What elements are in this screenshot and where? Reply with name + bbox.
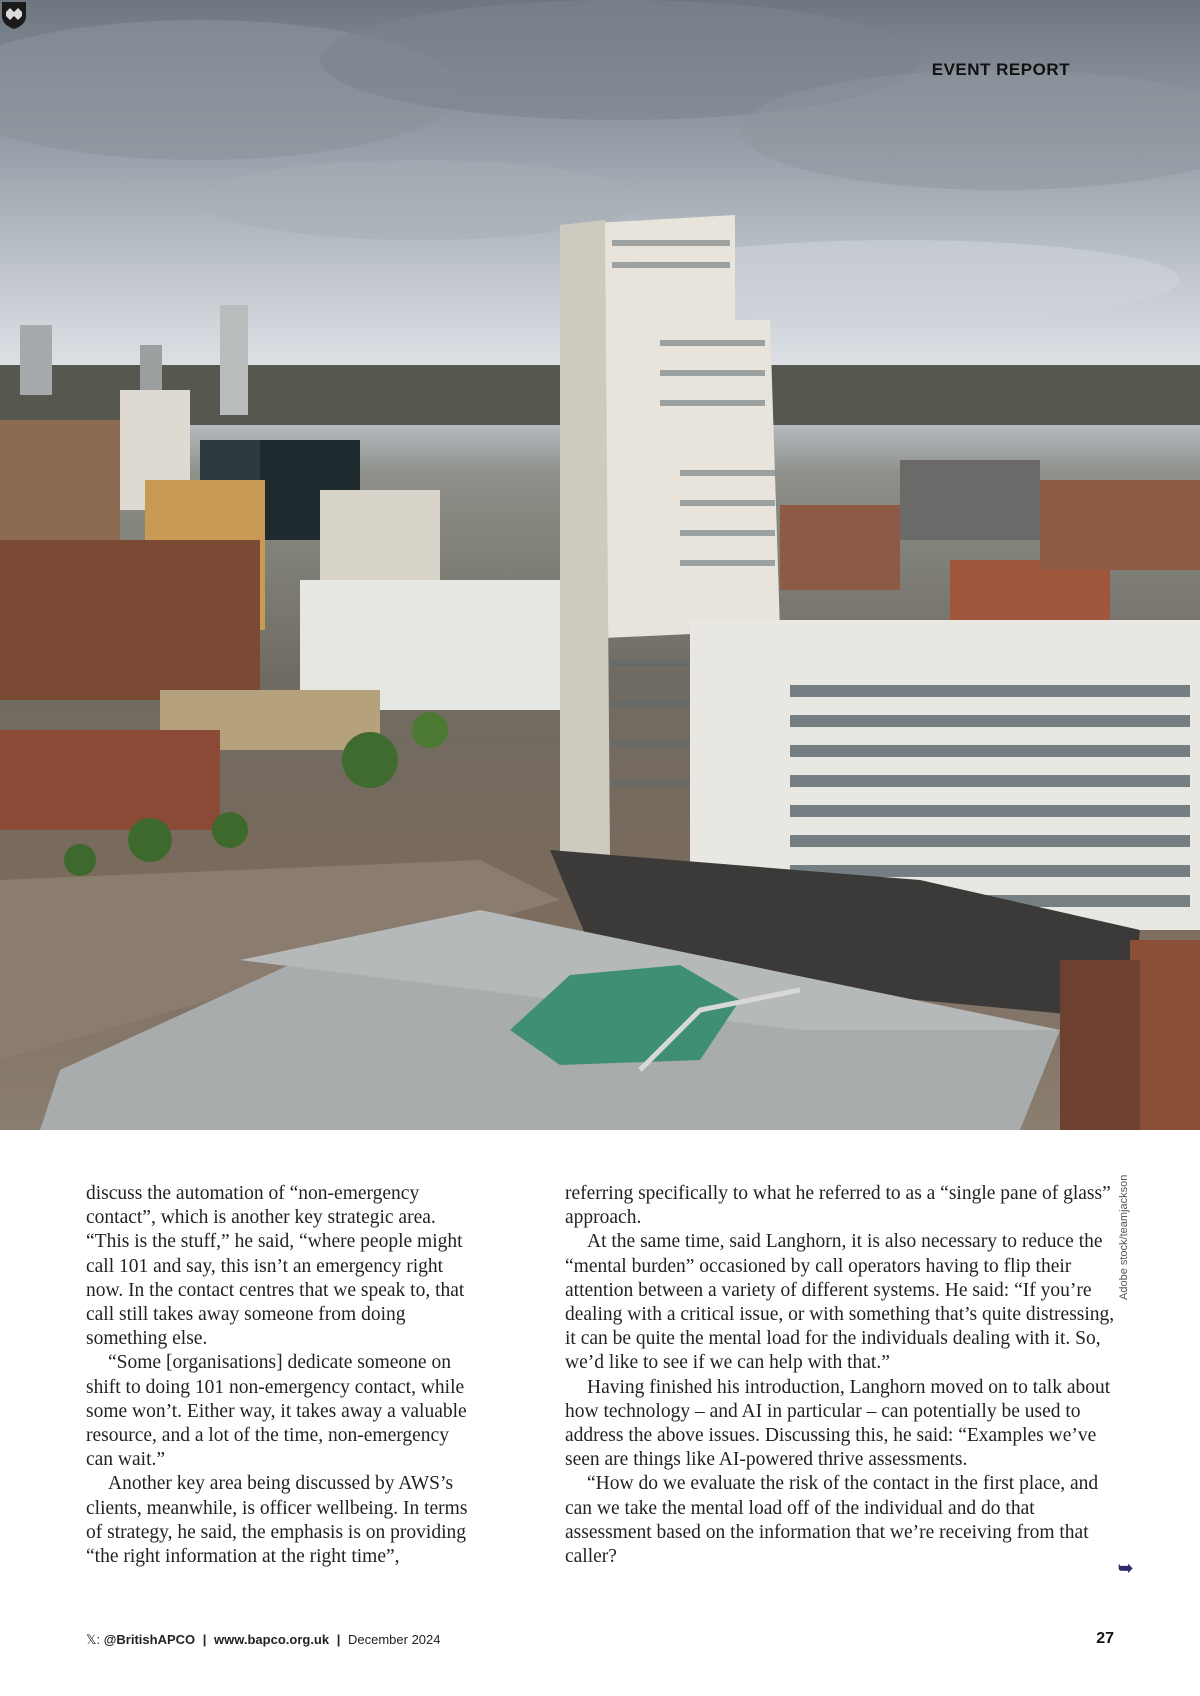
separator: | xyxy=(202,1632,207,1647)
section-label: EVENT REPORT xyxy=(931,60,1070,79)
bapco-shield-logo-icon xyxy=(0,0,28,30)
article-column-left xyxy=(86,1182,476,1569)
photo-credit: Adobe stock/teamjackson xyxy=(1118,1174,1130,1300)
paragraph: “How do we evaluate the risk of the contact in the first place, and can we take the mental load off of the individual and do that assessment based on the information that we’re receiving from that caller? xyxy=(565,1473,1099,1568)
paragraph: At the same time, said Langhorn, it is also necessary to reduce the “mental burden” occasioned by call operators having to flip their attention between a variety of different systems. He said: “If you’re dealing with a critical issue, or with something that’s quite distressing, it can be quite the mental load for the individuals dealing with it. So, we’d like to see if we can help with that.” xyxy=(565,1231,1115,1374)
paragraph: “Some [organisations] dedicate someone on shift to doing 101 non-emergency contact, while some won’t. Either way, it takes away a valuable resource, and a lot of the time, non-emergency can wait.” xyxy=(86,1352,467,1471)
page-number: 27 xyxy=(1096,1630,1114,1647)
paragraph: Another key area being discussed by AWS’s clients, meanwhile, is officer wellbeing. In terms of strategy, he said, the emphasis is on providing “the right information at the right time”, xyxy=(86,1473,468,1568)
article-column-right xyxy=(565,1182,1115,1569)
continue-arrow-icon: ➥ xyxy=(1118,1558,1134,1578)
x-icon: 𝕏: xyxy=(86,1632,101,1647)
paragraph: referring specifically to what he referred to as a “single pane of glass” approach. xyxy=(565,1183,1111,1229)
footer xyxy=(86,1632,441,1648)
issue-date: December 2024 xyxy=(348,1632,441,1647)
paragraph: Having finished his introduction, Langhorn moved on to talk about how technology – and AI in particular – can potentially be used to address the above issues. Discussing this, he said: “Examples we’ve seen are things like AI-powered thrive assessments. xyxy=(565,1376,1111,1471)
website-link[interactable]: www.bapco.org.uk xyxy=(214,1632,330,1647)
twitter-handle-link[interactable]: @BritishAPCO xyxy=(103,1632,196,1647)
separator: | xyxy=(336,1632,341,1647)
paragraph: discuss the automation of “non-emergency contact”, which is another key strategic area. “This is the stuff,” he said, “where people might call 101 and say, this isn’t an emergency right now. In the contact centres that we speak to, that call still takes away someone from doing something else. xyxy=(86,1183,465,1350)
